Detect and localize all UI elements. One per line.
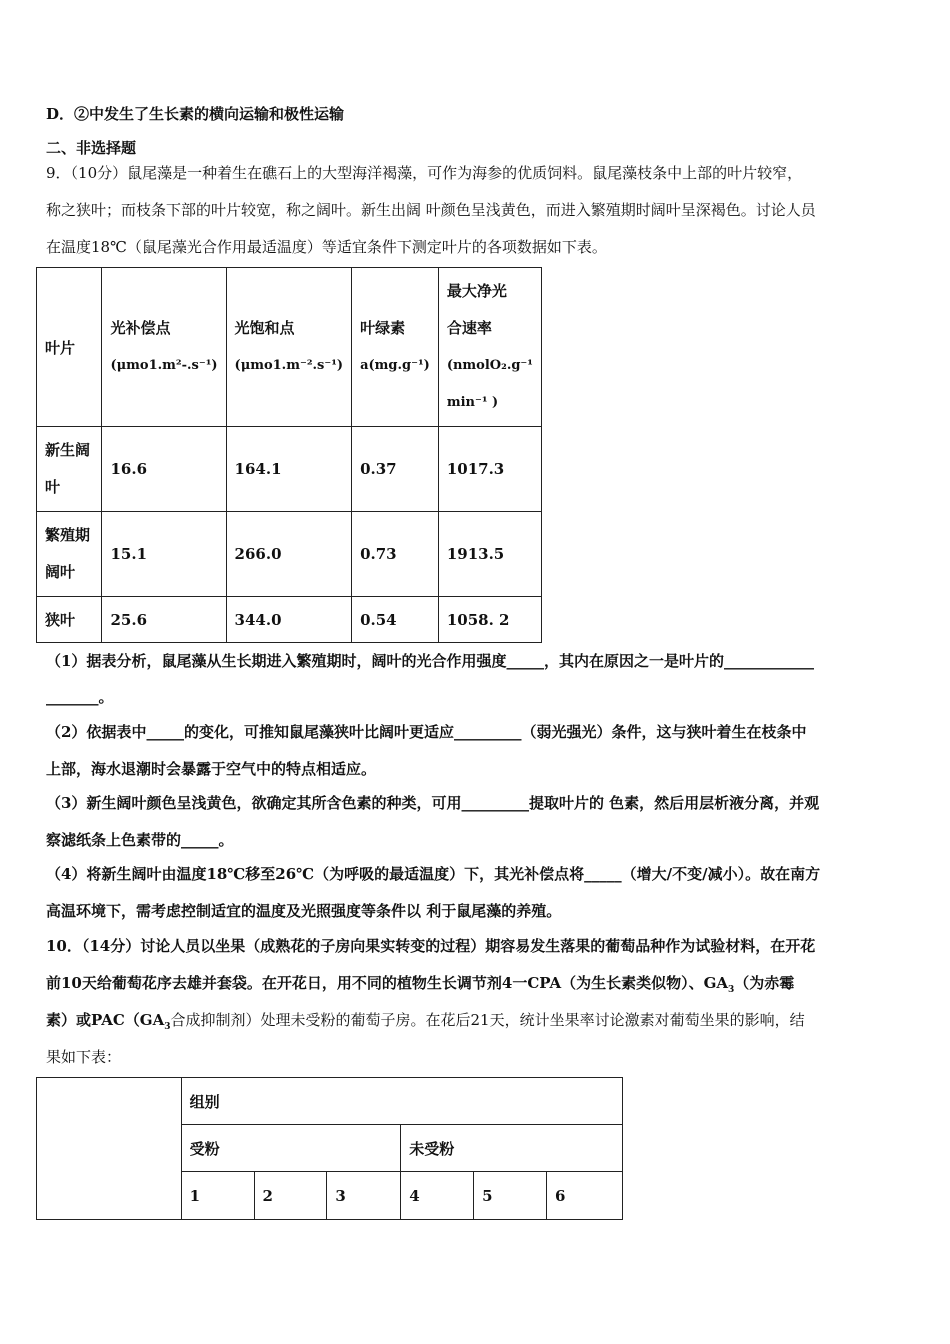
q10-line3-part2: 合成抑制剂）处理未受粉的葡萄子房。在花后21天，统计坐果率讨论激素对葡萄坐果的影响，结 [170, 1011, 805, 1029]
cell-compensation: 25.6 [102, 597, 226, 643]
q9-part3-line2: 察滤纸条上色素带的_____。 [46, 831, 234, 849]
q9-part1-line1: （1）据表分析，鼠尾藻从生长期进入繁殖期时，阔叶的光合作用强度_____，其内在原因之一是叶片的____________ [46, 652, 814, 670]
subscript-3: 3 [728, 985, 735, 995]
header-pollinated: 受粉 [181, 1125, 401, 1172]
group-number: 3 [327, 1172, 401, 1220]
q10-line2-part1: 前10天给葡萄花序去雄并套袋。在开花日，用不同的植物生长调节剂4一CPA（为生长素类似物）、GA [46, 974, 729, 992]
header-group: 组别 [181, 1078, 622, 1125]
header-unpollinated: 未受粉 [401, 1125, 623, 1172]
row-leaf-name-line2: 叶 [45, 478, 61, 496]
group-number: 1 [181, 1172, 254, 1220]
q10-text-line1: 10．（14分）讨论人员以坐果（成熟花的子房向果实转变的过程）期容易发生落果的葡萄品种作为试验材料，在开花 [46, 937, 816, 955]
header-saturation-label: 光饱和点 [234, 319, 295, 337]
header-max-rate [438, 268, 541, 427]
q9-text-line1: 9．（10分）鼠尾藻是一种着生在礁石上的大型海洋褐藻，可作为海参的优质饲料。鼠尾藻枝条中上部的叶片较窄， [46, 164, 803, 182]
header-compensation-label: 光补偿点 [110, 319, 171, 337]
table-header-row [37, 1078, 623, 1125]
option-d: D．②中发生了生长素的横向运输和极性运输 [46, 105, 345, 123]
section-heading: 二、非选择题 [46, 139, 137, 157]
table-row [37, 597, 542, 643]
table-header-row [37, 268, 542, 427]
row-leaf-name-line1: 新生阔 [45, 441, 91, 459]
q10-text-line4: 果如下表： [46, 1048, 122, 1066]
group-number: 2 [254, 1172, 327, 1220]
cell-compensation: 16.6 [102, 427, 226, 512]
row-leaf-name-line2: 阔叶 [45, 563, 76, 581]
table-row [37, 427, 542, 512]
q9-text-line3: 在温度18℃（鼠尾藻光合作用最适温度）等适宜条件下测定叶片的各项数据如下表。 [46, 238, 607, 256]
header-compensation-point [102, 268, 226, 427]
header-rate-line1: 最大净光 [446, 282, 507, 300]
cell-rate: 1017.3 [438, 427, 541, 512]
q9-text-line2: 称之狭叶；而枝条下部的叶片较宽，称之阔叶。新生出阔 叶颜色呈浅黄色，而进入繁殖期时阔叶呈深褐色。讨论人员 [46, 201, 816, 219]
q10-line3-part1: 素）或PAC（GA [46, 1011, 165, 1029]
header-rate-line2: 合速率 [446, 319, 492, 337]
cell-chlorophyll: 0.73 [352, 512, 439, 597]
cell-rate: 1913.5 [438, 512, 541, 597]
q9-part4-line1: （4）将新生阔叶由温度18℃移至26℃（为呼吸的最适温度）下，其光补偿点将_____（增大/不变/减小）。故在南方 [46, 865, 821, 883]
header-saturation-point [226, 268, 352, 427]
grape-table [36, 1077, 623, 1220]
row-leaf-name [37, 427, 102, 512]
group-number: 5 [474, 1172, 547, 1220]
row-leaf-name [37, 512, 102, 597]
row-leaf-name-line1: 繁殖期 [45, 526, 91, 544]
q10-text-line3 [46, 1009, 805, 1032]
cell-saturation: 266.0 [226, 512, 352, 597]
cell-saturation: 344.0 [226, 597, 352, 643]
cell-rate: 1058. 2 [438, 597, 541, 643]
group-number: 6 [547, 1172, 623, 1220]
header-chlorophyll [352, 268, 439, 427]
q9-part2-line2: 上部，海水退潮时会暴露于空气中的特点相适应。 [46, 760, 377, 778]
table-row [37, 512, 542, 597]
row-leaf-name: 狭叶 [37, 597, 102, 643]
cell-chlorophyll: 0.37 [352, 427, 439, 512]
header-leaf: 叶片 [37, 268, 102, 427]
header-rate-line4: min⁻¹ ) [446, 395, 499, 410]
q10-text-line2 [46, 972, 794, 995]
leaf-data-table [36, 267, 542, 643]
header-rate-line3: (nmolO₂.g⁻¹ [446, 358, 533, 373]
header-compensation-unit: (μmo1.m²-.s⁻¹) [110, 358, 218, 373]
header-chlorophyll-label: 叶绿素 [360, 319, 406, 337]
q9-part2-line1: （2）依据表中_____的变化，可推知鼠尾藻狭叶比阔叶更适应_________（弱光强光）条件，这与狭叶着生在枝条中 [46, 723, 807, 741]
q9-part4-line2: 高温环境下，需考虑控制适宜的温度及光照强度等条件以 利于鼠尾藻的养殖。 [46, 902, 562, 920]
blank-cell [37, 1078, 182, 1220]
q9-part3-line1: （3）新生阔叶颜色呈浅黄色，欲确定其所含色素的种类，可用_________提取叶片的 色素，然后用层析液分离，并观 [46, 794, 820, 812]
q9-part1-line2: _______。 [46, 688, 114, 706]
header-chlorophyll-unit: a(mg.g⁻¹) [360, 358, 430, 373]
q10-line2-part2: （为赤霉 [734, 974, 795, 992]
header-saturation-unit: (μmo1.m⁻².s⁻¹) [234, 358, 344, 373]
cell-saturation: 164.1 [226, 427, 352, 512]
cell-chlorophyll: 0.54 [352, 597, 439, 643]
cell-compensation: 15.1 [102, 512, 226, 597]
group-number: 4 [401, 1172, 474, 1220]
subscript-3: 3 [164, 1022, 171, 1032]
